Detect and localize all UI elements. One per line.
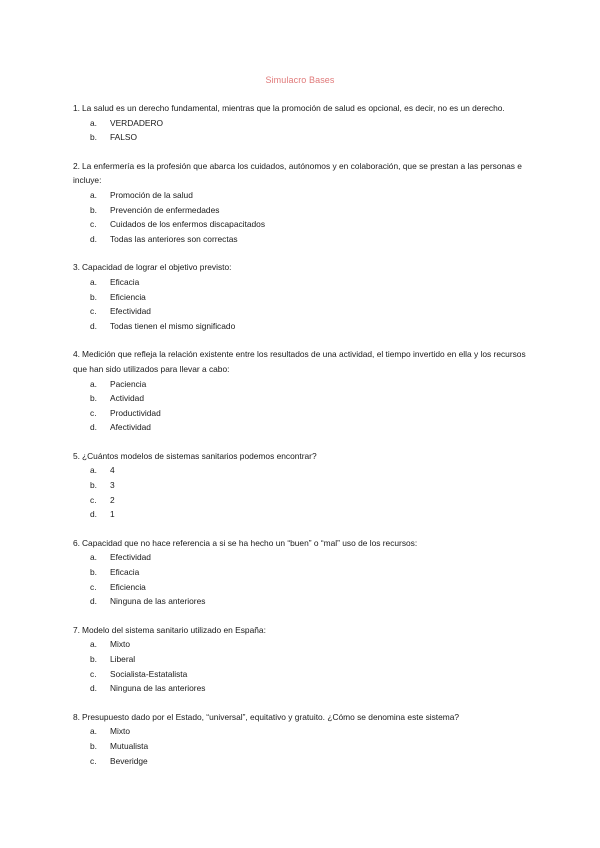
option-letter: b. xyxy=(90,291,97,302)
option-letter: a. xyxy=(90,189,97,200)
question-number: 6. xyxy=(73,537,80,548)
question-text xyxy=(73,710,535,725)
option-list xyxy=(73,637,535,695)
option-letter: a. xyxy=(90,276,97,287)
question-list xyxy=(73,101,535,782)
option-item xyxy=(73,420,535,435)
option-list xyxy=(73,550,535,608)
option-text: Mutualista xyxy=(110,740,149,751)
question-number: 8. xyxy=(73,711,80,722)
option-text: Afectividad xyxy=(110,422,151,433)
question-7 xyxy=(73,623,535,696)
question-1 xyxy=(73,101,535,145)
question-text xyxy=(73,536,535,551)
option-letter: c. xyxy=(90,668,97,679)
option-item xyxy=(73,565,535,580)
option-letter: d. xyxy=(90,596,97,607)
option-text: 4 xyxy=(110,465,115,476)
option-item xyxy=(73,319,535,334)
option-letter: a. xyxy=(90,639,97,650)
option-text: Eficiencia xyxy=(110,581,146,592)
option-letter: c. xyxy=(90,219,97,230)
option-letter: c. xyxy=(90,581,97,592)
question-text xyxy=(73,623,535,638)
option-item xyxy=(73,754,535,769)
option-item xyxy=(73,550,535,565)
option-text: Liberal xyxy=(110,654,136,664)
option-letter: b. xyxy=(90,132,97,143)
option-letter: d. xyxy=(90,509,97,520)
option-item xyxy=(73,681,535,696)
option-list xyxy=(73,275,535,333)
question-8 xyxy=(73,710,535,768)
option-item xyxy=(73,130,535,145)
option-text: 2 xyxy=(110,494,115,505)
option-letter: b. xyxy=(90,654,97,664)
option-item xyxy=(73,594,535,609)
question-3 xyxy=(73,260,535,333)
question-number: 4. xyxy=(73,349,80,360)
option-letter: b. xyxy=(90,480,97,491)
option-text: Socialista-Estatalista xyxy=(110,668,188,679)
option-letter: b. xyxy=(90,204,97,215)
option-text: Todas las anteriores son correctas xyxy=(110,233,238,244)
question-statement: Capacidad que no hace referencia a si se ha hecho un “buen” o “mal” uso de los recursos: xyxy=(82,537,418,548)
option-text: Efectividad xyxy=(110,306,151,317)
option-item xyxy=(73,637,535,652)
option-item xyxy=(73,652,535,667)
question-number: 1. xyxy=(73,103,80,113)
option-text: VERDADERO xyxy=(110,117,164,128)
document-title: Simulacro Bases xyxy=(265,75,335,85)
option-letter: d. xyxy=(90,683,97,694)
question-number: 3. xyxy=(73,262,80,273)
option-text: Prevención de enfermedades xyxy=(110,204,220,215)
option-text: Mixto xyxy=(110,726,131,737)
question-text xyxy=(73,347,535,376)
option-item xyxy=(73,377,535,392)
option-item xyxy=(73,203,535,218)
option-letter: b. xyxy=(90,740,97,751)
option-letter: a. xyxy=(90,117,97,128)
option-letter: c. xyxy=(90,494,97,505)
question-text xyxy=(73,101,535,116)
option-item xyxy=(73,232,535,247)
option-text: Ninguna de las anteriores xyxy=(110,596,206,607)
option-letter: c. xyxy=(90,407,97,418)
question-statement: La salud es un derecho fundamental, mientras que la promoción de salud es opcional, es decir, no es un derecho. xyxy=(82,103,505,113)
option-letter: a. xyxy=(90,465,97,476)
option-item xyxy=(73,493,535,508)
question-6 xyxy=(73,536,535,609)
option-text: Cuidados de los enfermos discapacitados xyxy=(110,219,266,230)
question-statement: Presupuesto dado por el Estado, “universal”, equitativo y gratuito. ¿Cómo se denomina este sistema? xyxy=(82,711,460,722)
option-text: Beveridge xyxy=(110,755,148,766)
question-5 xyxy=(73,449,535,522)
option-item xyxy=(73,391,535,406)
option-item xyxy=(73,667,535,682)
option-letter: d. xyxy=(90,320,97,331)
option-item xyxy=(73,478,535,493)
option-item xyxy=(73,304,535,319)
option-text: 1 xyxy=(110,509,115,520)
option-list xyxy=(73,188,535,246)
option-item xyxy=(73,290,535,305)
option-text: Productividad xyxy=(110,407,161,418)
option-letter: a. xyxy=(90,726,97,737)
option-list xyxy=(73,377,535,435)
option-letter: a. xyxy=(90,378,97,389)
option-letter: c. xyxy=(90,755,97,766)
question-4 xyxy=(73,347,535,435)
question-number: 7. xyxy=(73,624,80,635)
question-2 xyxy=(73,159,535,247)
question-text xyxy=(73,449,535,464)
question-text xyxy=(73,159,535,188)
option-item xyxy=(73,188,535,203)
question-number: 5. xyxy=(73,450,80,461)
option-list xyxy=(73,463,535,521)
option-item xyxy=(73,463,535,478)
option-item xyxy=(73,739,535,754)
option-text: Mixto xyxy=(110,639,131,650)
option-text: Efectividad xyxy=(110,552,151,563)
question-statement: La enfermería es la profesión que abarca los cuidados, autónomos y en colaboración, que se prestan a las personas e incluye: xyxy=(73,160,522,186)
option-text: 3 xyxy=(110,480,115,491)
option-letter: d. xyxy=(90,422,97,433)
option-text: Eficiencia xyxy=(110,291,146,302)
option-list xyxy=(73,116,535,145)
question-text xyxy=(73,260,535,275)
option-letter: b. xyxy=(90,393,97,404)
option-letter: d. xyxy=(90,233,97,244)
option-text: Promoción de la salud xyxy=(110,189,193,200)
option-text: Actividad xyxy=(110,393,144,404)
question-statement: ¿Cuántos modelos de sistemas sanitarios podemos encontrar? xyxy=(82,450,317,461)
option-item xyxy=(73,724,535,739)
option-letter: a. xyxy=(90,552,97,563)
option-list xyxy=(73,724,535,768)
option-text: Ninguna de las anteriores xyxy=(110,683,206,694)
question-statement: Capacidad de lograr el objetivo previsto: xyxy=(82,262,232,273)
option-item xyxy=(73,275,535,290)
option-item xyxy=(73,406,535,421)
option-item xyxy=(73,580,535,595)
option-item xyxy=(73,507,535,522)
option-text: Todas tienen el mismo significado xyxy=(110,320,236,331)
question-statement: Modelo del sistema sanitario utilizado en España: xyxy=(82,624,266,635)
option-item xyxy=(73,116,535,131)
option-text: FALSO xyxy=(110,132,137,143)
question-number: 2. xyxy=(73,160,80,171)
option-text: Eficacia xyxy=(110,276,140,287)
option-text: Eficacia xyxy=(110,567,140,578)
option-letter: b. xyxy=(90,567,97,578)
question-statement: Medición que refleja la relación existente entre los resultados de una actividad, el tiempo invertido en ella y los recursos que han sido utilizados para llevar a cabo: xyxy=(73,349,526,374)
option-text: Paciencia xyxy=(110,378,147,389)
option-item xyxy=(73,217,535,232)
option-letter: c. xyxy=(90,306,97,317)
